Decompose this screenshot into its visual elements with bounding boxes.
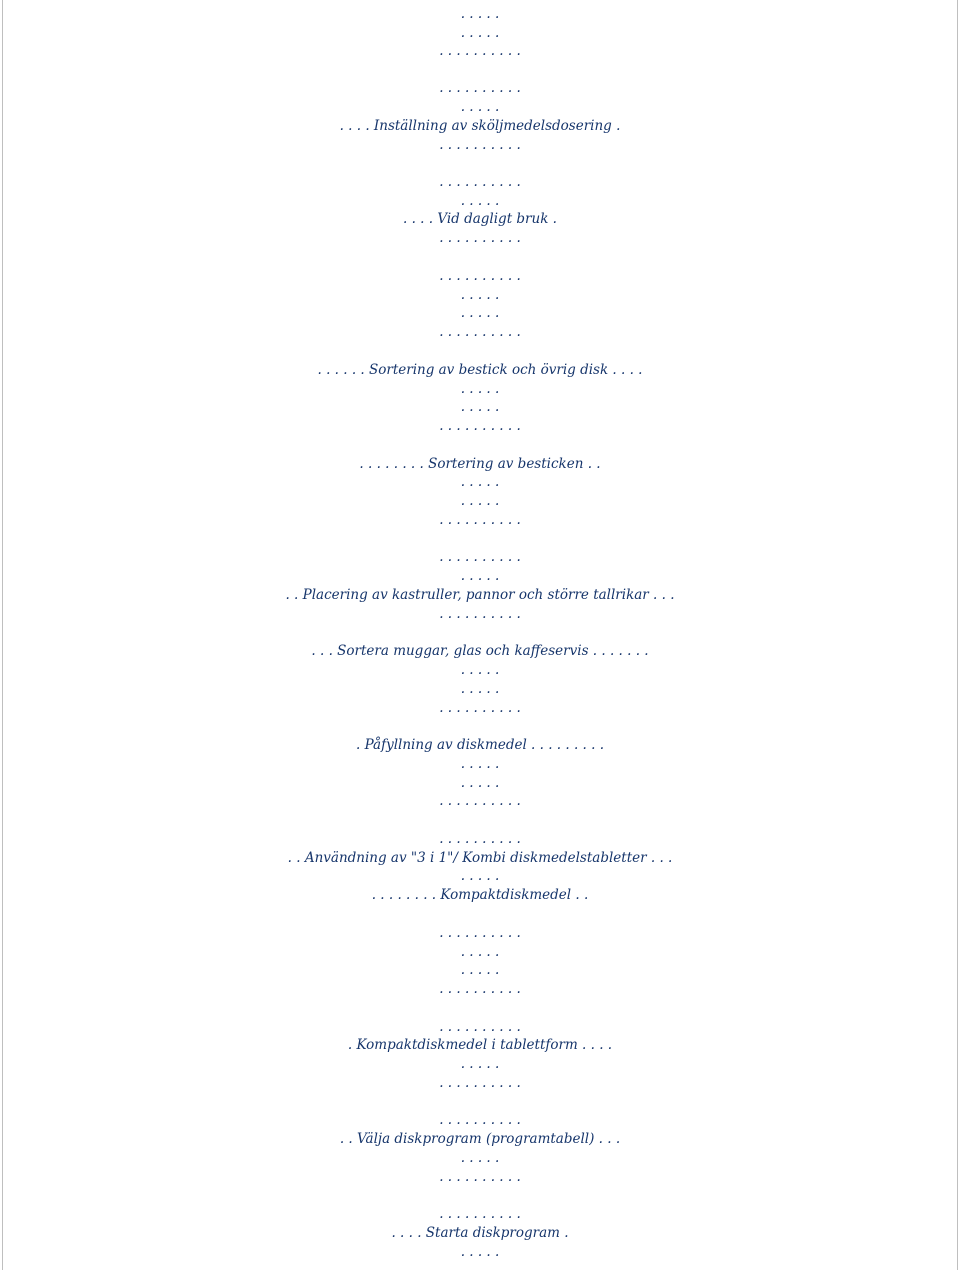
toc-entry-placering-kastruller[interactable]: . . Placering av kastruller, pannor och större tallrikar . . . — [285, 587, 675, 603]
toc-line: . . . . . . . . . . — [439, 793, 521, 809]
toc-entry-kompaktdiskmedel[interactable]: . . . . . . . . Kompaktdiskmedel . . — [371, 887, 589, 903]
toc-line: . . . . . . . . . . — [439, 324, 521, 340]
toc-line: . . . . . — [460, 25, 500, 41]
toc-line: . . . . . — [460, 944, 500, 960]
toc-line: . . . . . — [460, 962, 500, 978]
toc-entry-vid-dagligt-bruk[interactable]: . . . . Vid dagligt bruk . — [403, 211, 557, 227]
toc-entry-3-i-1-tabletter[interactable]: . . Användning av "3 i 1"/ Kombi diskmedelstabletter . . . — [287, 850, 673, 866]
toc-line: . . . . . . . . . . — [439, 1075, 521, 1091]
toc-line: . . . . . — [460, 6, 500, 22]
toc-entry-sortering-besticken[interactable]: . . . . . . . . Sortering av besticken . . — [359, 456, 601, 472]
toc-line: . . . . . . . . . . — [439, 549, 521, 565]
toc-entry-kompaktdiskmedel-tablettform[interactable]: . Kompaktdiskmedel i tablettform . . . . — [347, 1037, 613, 1053]
toc-line: . . . . . — [460, 775, 500, 791]
toc-line: . . . . . . . . . . — [439, 418, 521, 434]
toc-line: . . . . . . . . . . — [439, 925, 521, 941]
toc-line: . . . . . . . . . . — [439, 1206, 521, 1222]
toc-entry-valja-diskprogram[interactable]: . . Välja diskprogram (programtabell) . . . — [339, 1131, 621, 1147]
toc-line: . . . . . — [460, 399, 500, 415]
toc-entry-sortera-muggar[interactable]: . . . Sortera muggar, glas och kaffeservis . . . . . . . — [311, 643, 649, 659]
toc-entry-skoljmedelsdosering[interactable]: . . . . Inställning av sköljmedelsdosering . — [339, 118, 621, 134]
toc-line: . . . . . — [460, 868, 500, 884]
toc-line: . . . . . . . . . . — [439, 606, 521, 622]
toc-line: . . . . . — [460, 381, 500, 397]
toc-line: . . . . . — [460, 99, 500, 115]
toc-line: . . . . . — [460, 193, 500, 209]
toc-line: . . . . . — [460, 287, 500, 303]
toc-line: . . . . . — [460, 662, 500, 678]
toc-line: . . . . . . . . . . — [439, 174, 521, 190]
toc-line: . . . . . . . . . . — [439, 1019, 521, 1035]
toc-line: . . . . . . . . . . — [439, 268, 521, 284]
toc-line: . . . . . . . . . . — [439, 230, 521, 246]
toc-line: . . . . . . . . . . — [439, 80, 521, 96]
toc-line: . . . . . . . . . . — [439, 700, 521, 716]
toc-line: . . . . . . . . . . — [439, 512, 521, 528]
toc-line: . . . . . . . . . . — [439, 1169, 521, 1185]
toc-line: . . . . . . . . . . — [439, 981, 521, 997]
toc-line: . . . . . — [460, 1056, 500, 1072]
toc-line: . . . . . . . . . . — [439, 137, 521, 153]
toc-line: . . . . . — [460, 305, 500, 321]
toc-line: . . . . . . . . . . — [439, 831, 521, 847]
toc-entry-pafyllning-diskmedel[interactable]: . Påfyllning av diskmedel . . . . . . . . . — [355, 737, 605, 753]
toc-line: . . . . . — [460, 681, 500, 697]
toc-line: . . . . . — [460, 1244, 500, 1260]
toc-line: . . . . . . . . . . — [439, 43, 521, 59]
toc-line: . . . . . . . . . . — [439, 1112, 521, 1128]
toc-line: . . . . . — [460, 474, 500, 490]
toc-line: . . . . . — [460, 756, 500, 772]
toc-line: . . . . . — [460, 568, 500, 584]
toc-entry-sortering-bestick-ovrig-disk[interactable]: . . . . . . Sortering av bestick och övrig disk . . . . — [317, 362, 643, 378]
toc-line: . . . . . — [460, 493, 500, 509]
toc-line: . . . . . — [460, 1150, 500, 1166]
toc-entry-starta-diskprogram[interactable]: . . . . Starta diskprogram . — [391, 1225, 569, 1241]
